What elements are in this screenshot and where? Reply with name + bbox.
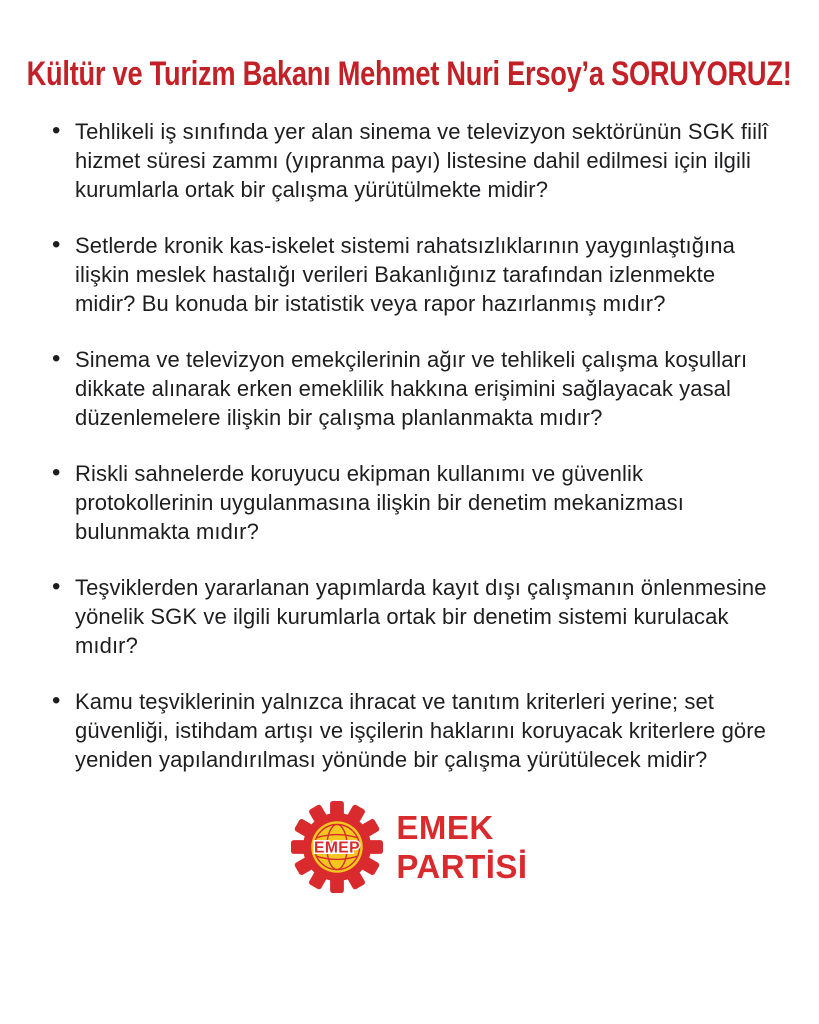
emblem-text: EMEP	[314, 839, 361, 857]
question-item-4: • Riskli sahnelerde koruyucu ekipman kullanımı ve güvenlik protokollerinin uygulanmasına ilişkin bir denetim mekanizması bulunmakta mıdır?	[46, 459, 773, 546]
party-logo-block	[0, 801, 819, 893]
question-item-3: • Sinema ve televizyon emekçilerinin ağır ve tehlikeli çalışma koşulları dikkate alınarak erken emeklilik hakkına erişimini sağlayacak yasal düzenlemelere ilişkin bir çalışma planlanmakta mıdır?	[46, 345, 773, 432]
page-title	[0, 54, 819, 95]
party-name	[396, 808, 527, 886]
emek-gear-globe-logo	[291, 801, 383, 893]
party-name-line2: PARTİSİ	[396, 847, 528, 885]
title-row	[0, 0, 819, 95]
question-list	[46, 117, 773, 774]
question-item-2: • Setlerde kronik kas-iskelet sistemi rahatsızlıklarının yaygınlaştığına ilişkin meslek hastalığı verileri Bakanlığınız tarafından izlenmekte midir? Bu konuda bir istatistik veya rapor hazırlanmış mıdır?	[46, 231, 773, 318]
party-name-line1: EMEK	[396, 808, 494, 846]
page-title-text: Kültür ve Turizm Bakanı Mehmet Nuri Ersoy’a SORUYORUZ!	[27, 55, 792, 93]
question-item-5: • Teşviklerden yararlanan yapımlarda kayıt dışı çalışmanın önlenmesine yönelik SGK ve ilgili kurumlarla ortak bir denetim sistemi kurulacak mıdır?	[46, 573, 773, 660]
question-item-6: • Kamu teşviklerinin yalnızca ihracat ve tanıtım kriterleri yerine; set güvenliği, istihdam artışı ve işçilerin haklarını koruyacak kriterlere göre yeniden yapılandırılması yönünde bir çalışma yürütülecek midir?	[46, 687, 773, 774]
question-item-1: • Tehlikeli iş sınıfında yer alan sinema ve televizyon sektörünün SGK fiilî hizmet süresi zammı (yıpranma payı) listesine dahil edilmesi için ilgili kurumlarla ortak bir çalışma yürütülmekte midir?	[46, 117, 773, 204]
